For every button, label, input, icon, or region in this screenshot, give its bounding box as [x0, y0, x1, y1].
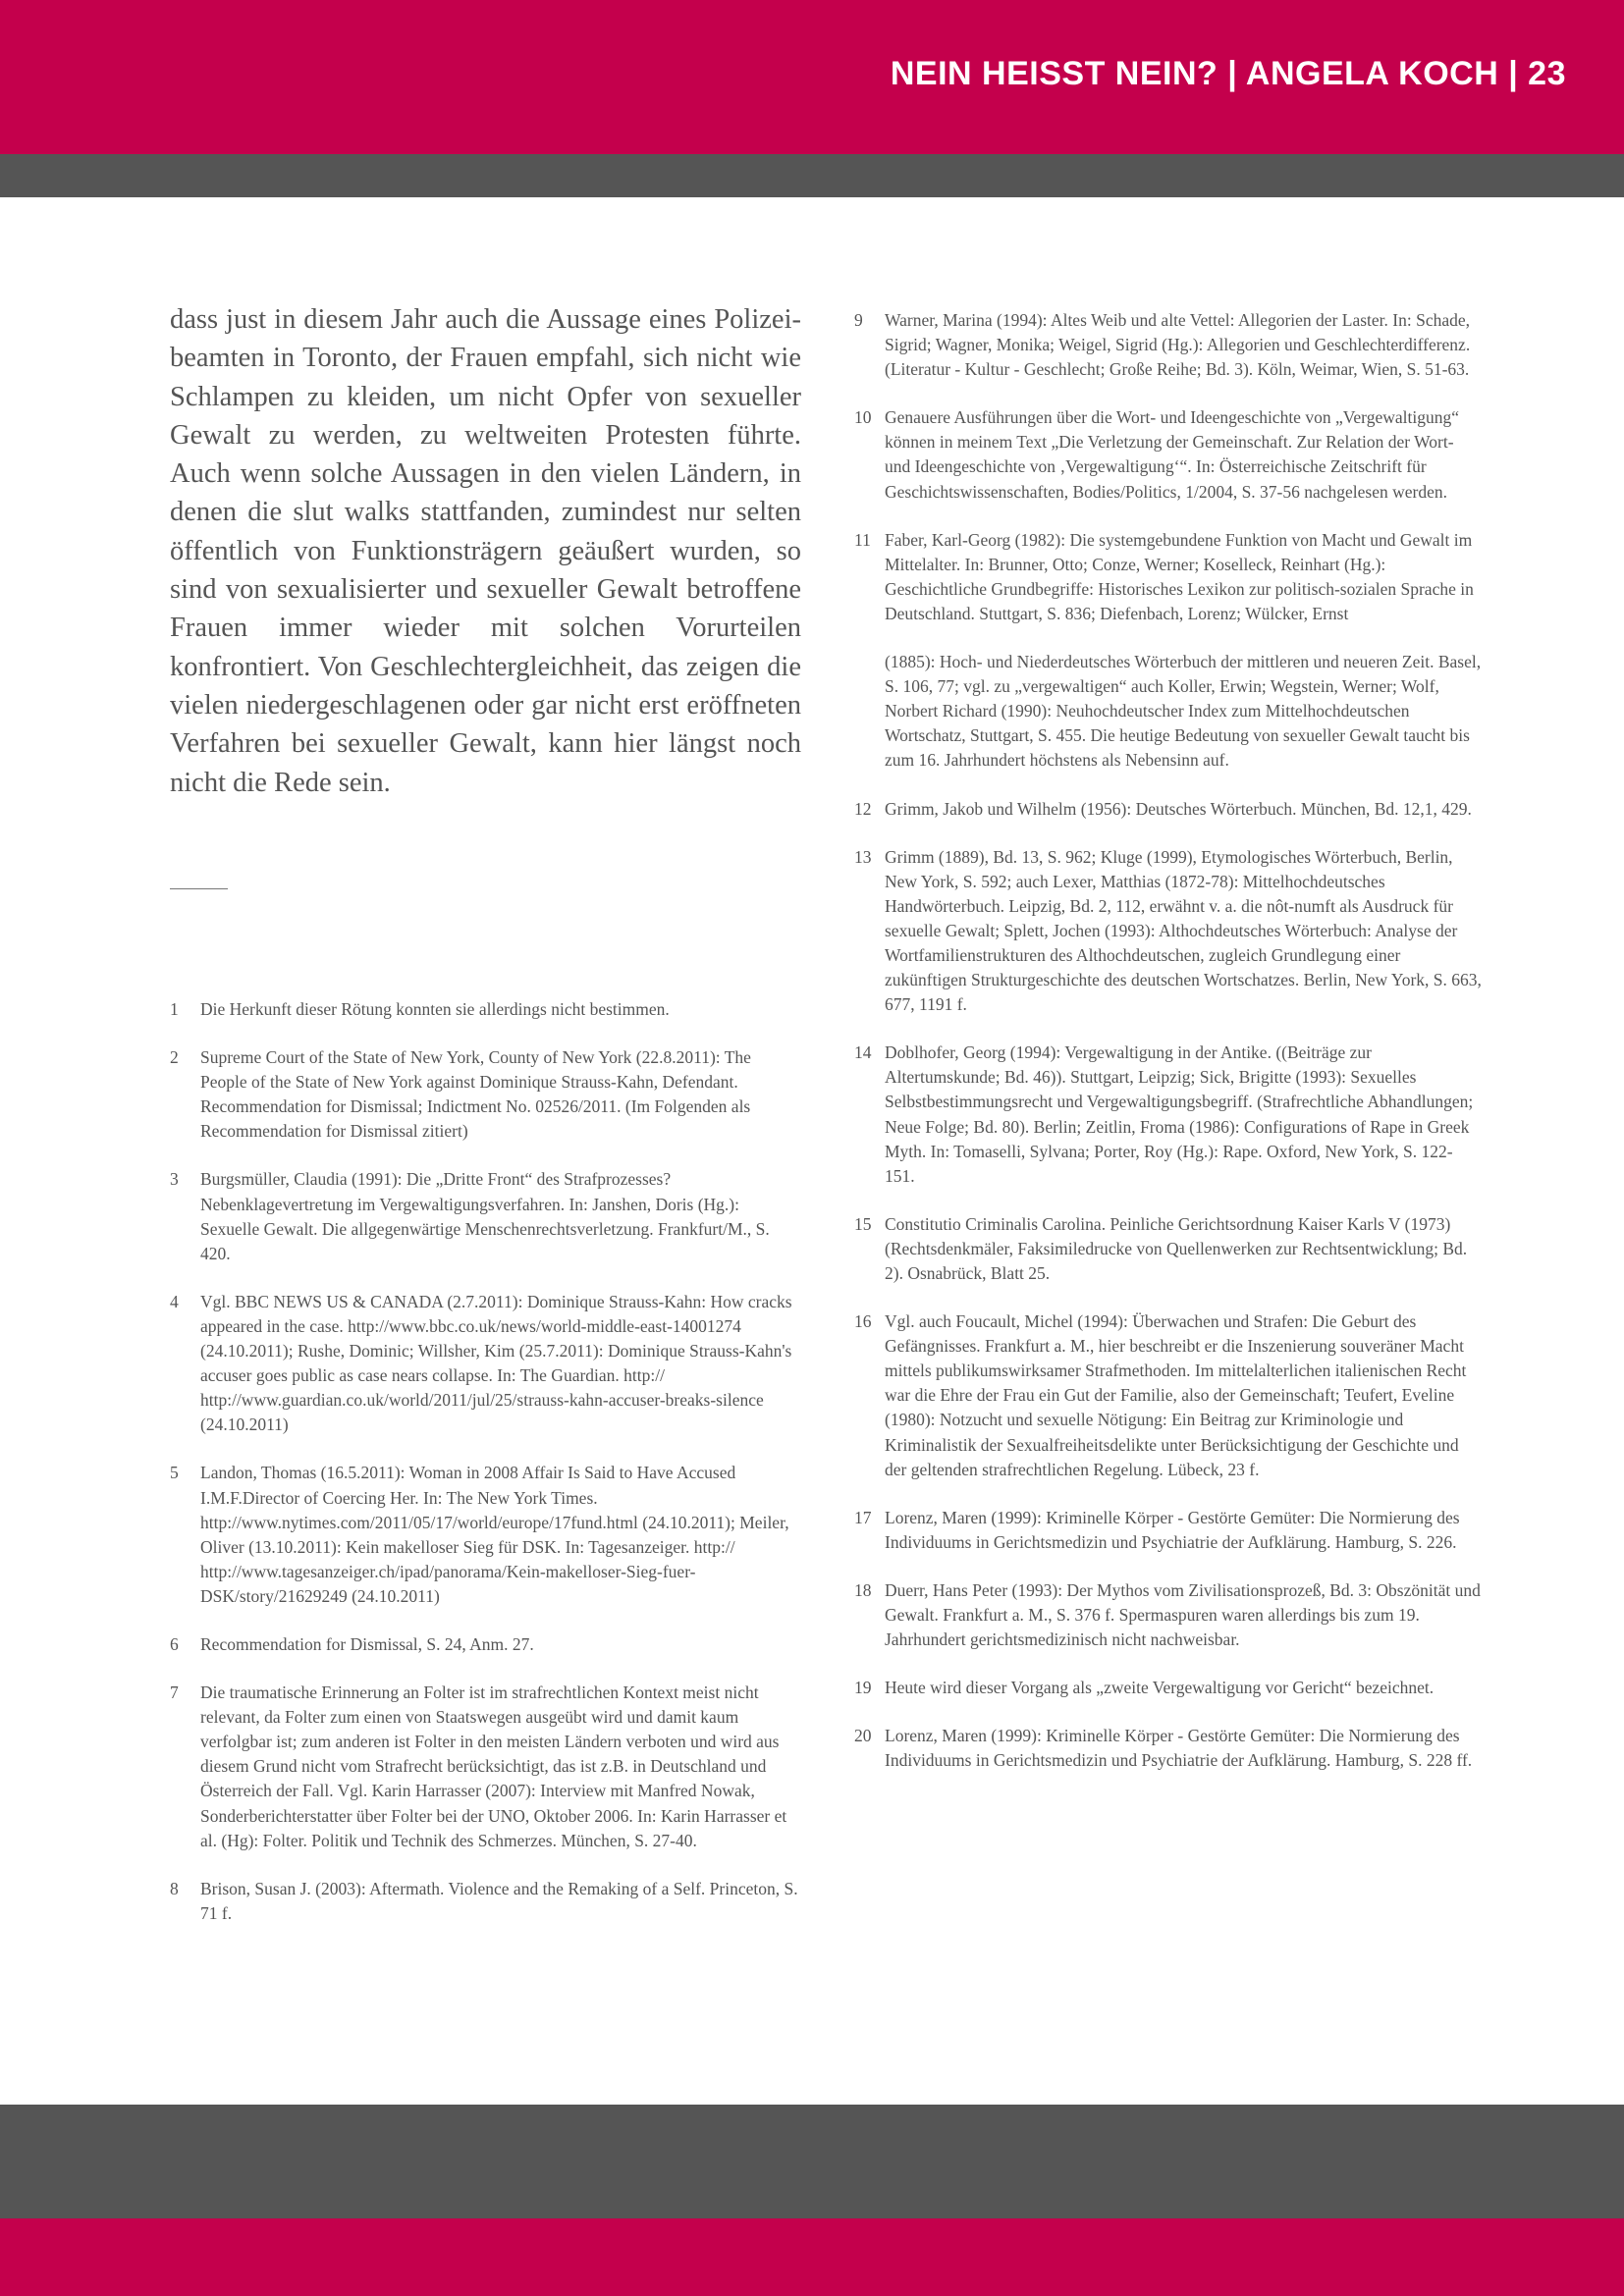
footnote-text: Genauere Ausführungen über die Wort- und Ideengeschichte von „Vergewaltigung“ können in meinem Text „Die Verletzung der Gemeinschaft. Zur Relation der Wort- und Ideengeschichte von ‚Vergewaltigung‘“. In: Österreichische Zeitschrift für Geschichtswissenschaften, Bodies/Politics, 1/2004, S. 37-56 nachgelesen werden. — [885, 407, 1459, 502]
footnote-text: Die Herkunft dieser Rötung konnten sie allerdings nicht bestimmen. — [200, 999, 670, 1019]
footnote — [854, 405, 1483, 504]
footnote-text: Grimm (1889), Bd. 13, S. 962; Kluge (1999), Etymologisches Wörterbuch, Berlin, New York, S. 592; auch Lexer, Matthias (1872-78): Mittelhochdeutsches Handwörterbuch. Leipzig, Bd. 2, 112, erwähnt v. a. die nôt-numft als Ausdruck für sexuelle Gewalt; Splett, Jochen (1993): Althochdeutsches Wörterbuch: Analyse der Wortfamilienstrukturen des Althochdeutschen, zugleich Grundlegung einer zukünftigen Strukturgeschichte des deutschen Wortschatzes. Berlin, New York, S. 663, 677, 1191 f. — [885, 846, 1482, 1015]
footnote-number: 12 — [854, 798, 872, 819]
footer-bar — [0, 2218, 1624, 2296]
footnote-number: 1 — [170, 999, 179, 1019]
footnote-number: 18 — [854, 1579, 872, 1600]
footnote-number: 13 — [854, 846, 872, 867]
footnotes-left-column — [170, 997, 801, 1949]
footnote — [854, 1676, 1483, 1700]
footnote — [170, 997, 801, 1022]
footnote-text: Vgl. BBC NEWS US & CANADA (2.7.2011): Dominique Strauss-Kahn: How cracks appeared in the case. http://www.bbc.co.uk/news/world-middle-east-14001274 (24.10.2011); Rushe, Dominic; Willsher, Kim (25.7.2011): Dominique Strauss-Kahn's accuser goes public as case nears collapse. In: The Guardian. http:// http://www.guardian.co.uk/world/2011/jul/25/strauss-kahn-accuser-breaks-silence (24.10.2011) — [200, 1291, 792, 1435]
body-paragraph: dass just in diesem Jahr auch die Aussage eines Polizeibeamten in Toronto, der Frauen empfahl, sich nicht wie Schlampen zu kleiden, um nicht Opfer von sexueller Gewalt zu werden, zu weltweiten Protesten führte. Auch wenn solche Aussagen in den vielen Ländern, in denen die slut walks stattfanden, zumindest nur selten öffentlich von Funktionsträgern geäußert wurden, so sind von sexualisierter und sexueller Gewalt betroffene Frauen immer wieder mit solchen Vorurteilen konfrontiert. Von Geschlechtergleichheit, das zeigen die vielen niedergeschlagenen oder gar nicht erst eröffneten Verfahren bei sexueller Gewalt, kann hier längst noch nicht die Rede sein. — [170, 304, 801, 798]
footnote — [854, 528, 1483, 774]
footnote — [170, 1290, 801, 1438]
footnote-number: 7 — [170, 1682, 179, 1703]
footnote — [854, 1506, 1483, 1555]
footnote — [854, 1724, 1483, 1773]
footnote — [854, 845, 1483, 1018]
footnote-text: Heute wird dieser Vorgang als „zweite Vergewaltigung vor Gericht“ bezeichnet. — [885, 1678, 1435, 1698]
footnote-text: Lorenz, Maren (1999): Kriminelle Körper - Gestörte Gemüter: Die Normierung des Individuums in Gerichtsmedizin und Psychiatrie der Aufklärung. Hamburg, S. 226. — [885, 1507, 1460, 1552]
footnote-separator — [170, 888, 228, 889]
footnote — [854, 1578, 1483, 1652]
footnote-text: Lorenz, Maren (1999): Kriminelle Körper - Gestörte Gemüter: Die Normierung des Individuums in Gerichtsmedizin und Psychiatrie der Aufklärung. Hamburg, S. 228 ff. — [885, 1726, 1473, 1771]
footnote — [854, 797, 1483, 822]
footnote-text: Warner, Marina (1994): Altes Weib und alte Vettel: Allegorien der Laster. In: Schade, Sigrid; Wagner, Monika; Weigel, Sigrid (Hg.): Allegorien und Geschlechterdifferenz. (Literatur - Kultur - Geschlecht; Große Reihe; Bd. 3). Köln, Weimar, Wien, S. 51-63. — [885, 310, 1471, 380]
footnote — [170, 1045, 801, 1144]
footnote-text: Die traumatische Erinnerung an Folter ist im strafrechtlichen Kontext meist nicht relevant, da Folter zum einen von Staatswegen ausgeübt wird und damit kaum verfolgbar ist; zum anderen ist Folter in den meisten Ländern verboten und wird aus diesem Grund nicht vom Strafrecht berücksichtigt, das ist z.B. in Deutschland und Österreich der Fall. Vgl. Karin Harrasser (2007): Interview mit Manfred Nowak, Sonderberichterstatter über Folter bei der UNO, Oktober 2006. In: Karin Harrasser et al. (Hg): Folter. Politik und Technik des Schmerzes. München, S. 27-40. — [200, 1682, 787, 1850]
footnote-number: 8 — [170, 1878, 179, 1898]
footnote-number: 15 — [854, 1213, 872, 1234]
footnote-text: Doblhofer, Georg (1994): Vergewaltigung in der Antike. ((Beiträge zur Altertumskunde; Bd. 46)). Stuttgart, Leipzig; Sick, Brigitte (1993): Sexuelles Selbstbestimmungsrecht und Vergewaltigungsbegriff. (Strafrechtliche Abhandlungen; Neue Folge; Bd. 80). Berlin; Zeitlin, Froma (1986): Configurations of Rape in Greek Myth. In: Tomaselli, Sylvana; Porter, Roy (Hg.): Rape. Oxford, New York, S. 122-151. — [885, 1042, 1474, 1186]
footnote-number: 11 — [854, 529, 871, 550]
footnote-text: Vgl. auch Foucault, Michel (1994): Überwachen und Strafen: Die Geburt des Gefängnisses. Frankfurt a. M., hier beschreibt er die Inszenierung souveräner Macht mittels publikumswirksamer Strafmethoden. Im mittelalterlichen italienischen Recht war die Ehre der Frau ein Gut der Familie, also der Gemeinschaft; Teufert, Eveline (1980): Notzucht und sexuelle Nötigung: Ein Beitrag zur Kriminologie und Kriminalistik der Sexualfreiheitsdelikte unter Berücksichtigung der Geschichte und der geltenden strafrechtlichen Regelung. Lübeck, 23 f. — [885, 1311, 1467, 1479]
footnote — [854, 1212, 1483, 1286]
footnote-text: Supreme Court of the State of New York, County of New York (22.8.2011): The People of the State of New York against Dominique Strauss-Kahn, Defendant. Recommendation for Dismissal; Indictment No. 02526/2011. (Im Folgenden als Recommendation for Dismissal zitiert) — [200, 1047, 751, 1142]
footnote-text: Grimm, Jakob und Wilhelm (1956): Deutsches Wörterbuch. München, Bd. 12,1, 429. — [885, 798, 1472, 819]
footnote — [170, 1877, 801, 1926]
footnote-number: 20 — [854, 1726, 872, 1746]
footnote — [854, 1041, 1483, 1189]
footnote-number: 14 — [854, 1042, 872, 1063]
footnote-number: 3 — [170, 1169, 179, 1190]
footnote-number: 10 — [854, 407, 872, 428]
header-bar — [0, 0, 1624, 154]
footnote-text: Faber, Karl-Georg (1982): Die systemgebundene Funktion von Macht und Gewalt im Mittelalter. In: Brunner, Otto; Conze, Werner; Koselleck, Reinhart (Hg.): Geschichtliche Grundbegriffe: Historisches Lexikon zur politisch-sozialen Sprache in Deutschland. Stuttgart, S. 836; Diefenbach, Lorenz; Wülcker, Ernst — [885, 529, 1474, 623]
footnote-number: 16 — [854, 1311, 872, 1332]
footnote-text-continued: (1885): Hoch- und Niederdeutsches Wörterbuch der mittleren und neueren Zeit. Basel, S. 106, 77; vgl. zu „vergewaltigen“ auch Koller, Erwin; Wegstein, Werner; Wolf, Norbert Richard (1990): Neuhochdeutscher Index zum Mittelhochdeutschen Wortschatz, Stuttgart, S. 455. Die heutige Bedeutung von sexueller Gewalt taucht bis zum 16. Jahrhundert höchstens als Nebensinn auf. — [885, 652, 1482, 771]
footnote — [170, 1167, 801, 1265]
footnote-number: 6 — [170, 1633, 179, 1654]
footnote — [170, 1461, 801, 1609]
footnote-number: 5 — [170, 1463, 179, 1483]
running-header: NEIN HEISST NEIN? | ANGELA KOCH | 23 — [890, 55, 1566, 92]
footnote-text: Burgsmüller, Claudia (1991): Die „Dritte Front“ des Strafprozesses? Nebenklagevertretung im Vergewaltigungsverfahren. In: Janshen, Doris (Hg.): Sexuelle Gewalt. Die allgegenwärtige Menschenrechtsverletzung. Frankfurt/M., S. 420. — [200, 1169, 770, 1263]
header-band — [0, 154, 1624, 197]
footnote — [854, 1309, 1483, 1482]
footnote-text: Brison, Susan J. (2003): Aftermath. Violence and the Remaking of a Self. Princeton, S. 71 f. — [200, 1878, 798, 1923]
footnote-text: Constitutio Criminalis Carolina. Peinliche Gerichtsordnung Kaiser Karls V (1973) (Rechtsdenkmäler, Faksimiledrucke von Quellenwerken zur Rechtsentwicklung; Bd. 2). Osnabrück, Blatt 25. — [885, 1213, 1468, 1283]
footnote — [170, 1681, 801, 1853]
footnotes-right-column — [854, 308, 1483, 1797]
footnote-number: 19 — [854, 1678, 872, 1698]
footnote-text: Recommendation for Dismissal, S. 24, Anm. 27. — [200, 1633, 534, 1654]
footnote-text: Duerr, Hans Peter (1993): Der Mythos vom Zivilisationsprozeß, Bd. 3: Obszönität und Gewalt. Frankfurt a. M., S. 376 f. Spermaspuren waren allerdings bis zum 19. Jahrhundert gerichtsmedizinisch nicht nachweisbar. — [885, 1579, 1481, 1650]
footer-band — [0, 2105, 1624, 2218]
footnote-number: 2 — [170, 1047, 179, 1068]
footnote — [170, 1632, 801, 1657]
footnote-text: Landon, Thomas (16.5.2011): Woman in 2008 Affair Is Said to Have Accused I.M.F.Director of Coercing Her. In: The New York Times. http://www.nytimes.com/2011/05/17/world/europe/17fund.html (24.10.2011); Meiler, Oliver (13.10.2011): Kein makelloser Sieg für DSK. In: Tagesanzeiger. http:// http://www.tagesanzeiger.ch/ipad/panorama/Kein-makelloser-Sieg-fuer-DSK/story/21629249 (24.10.2011) — [200, 1463, 789, 1606]
footnote-number: 4 — [170, 1291, 179, 1311]
footnote-number: 9 — [854, 310, 863, 330]
footnote-number: 17 — [854, 1507, 872, 1527]
footnote — [854, 308, 1483, 382]
